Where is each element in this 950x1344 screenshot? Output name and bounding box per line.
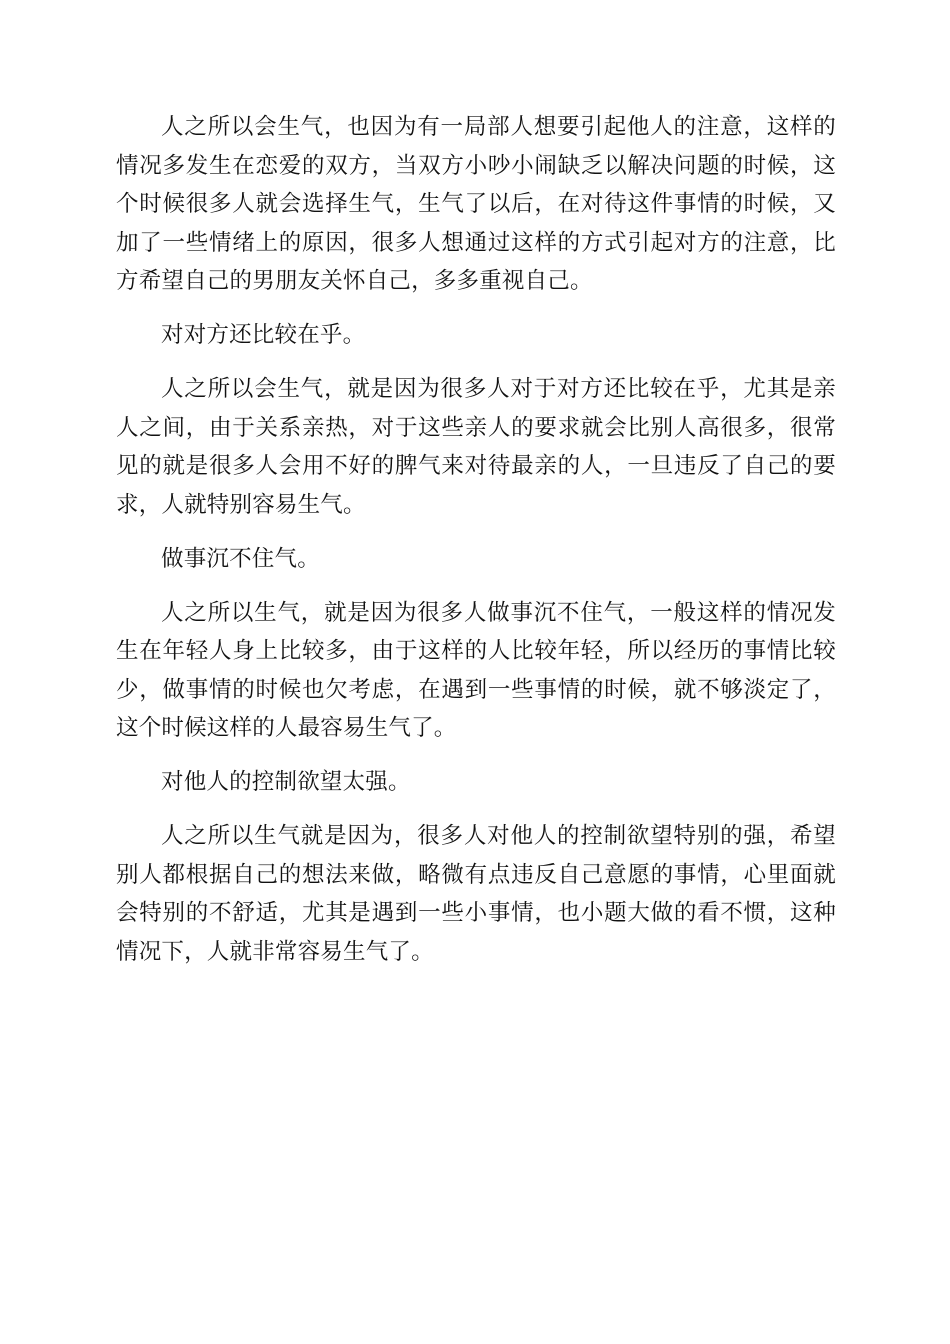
paragraph-control: 人之所以生气就是因为，很多人对他人的控制欲望特别的强，希望别人都根据自己的想法来做，略微有点违反自己意愿的事情，心里面就会特别的不舒适，尤其是遇到一些小事情，也小题大做的看不惯，这种情况下，人就非常容易生气了。	[116, 823, 836, 965]
heading-impatient: 做事沉不住气。	[161, 545, 320, 572]
heading-control: 对他人的控制欲望太强。	[161, 769, 411, 795]
paragraph-impatient: 人之所以生气，就是因为很多人做事沉不住气，一般这样的情况发生在年轻人身上比较多，由于这样的人比较年轻，所以经历的事情比较少，做事情的时候也欠考虑，在遇到一些事情的时候，就不够淡定了，这个时候这样的人最容易生气了。	[116, 599, 836, 741]
document-body	[116, 108, 836, 987]
paragraph-care-about-other: 人之所以会生气，就是因为很多人对于对方还比较在乎，尤其是亲人之间，由于关系亲热，对于这些亲人的要求就会比别人高很多，很常见的就是很多人会用不好的脾气来对待最亲的人，一旦违反了自己的要求，人就特别容易生气。	[116, 376, 836, 518]
heading-care-about-other: 对对方还比较在乎。	[161, 322, 366, 348]
paragraph-attention: 人之所以会生气，也因为有一局部人想要引起他人的注意，这样的情况多发生在恋爱的双方，当双方小吵小闹缺乏以解决问题的时候，这个时候很多人就会选择生气，生气了以后，在对待这件事情的时候，又加了一些情绪上的原因，很多人想通过这样的方式引起对方的注意，比方希望自己的男朋友关怀自己，多多重视自己。	[116, 114, 836, 294]
